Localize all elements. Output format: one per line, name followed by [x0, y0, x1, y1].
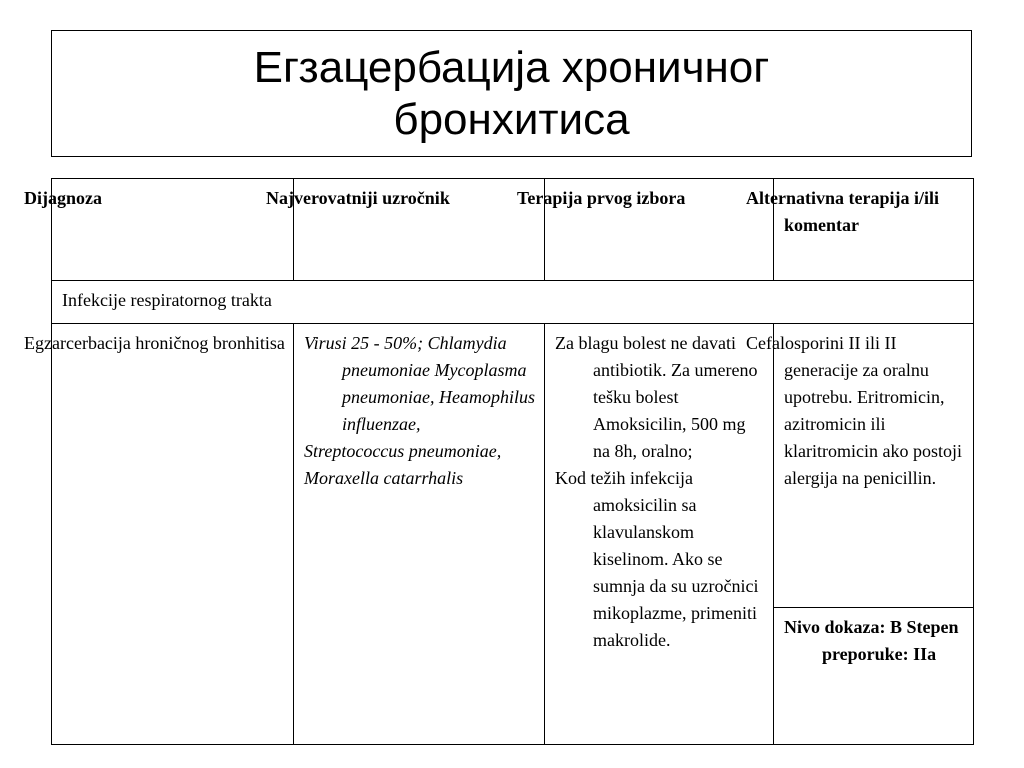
- table-row: [52, 324, 974, 608]
- slide-title-box: [51, 30, 972, 157]
- section-row: [52, 281, 974, 324]
- diagnosis-cell: Egzarcerbacija hroničnog bronhitisa: [52, 324, 294, 745]
- cause-item: Moraxella catarrhalis: [304, 468, 464, 488]
- header-diagnosis: Dijagnoza: [52, 179, 294, 281]
- evidence-text: Nivo dokaza: B Stepen preporuke: IIa: [784, 617, 959, 664]
- slide-title-line-1: Егзацербација хроничног: [253, 42, 770, 92]
- header-alternative: Alternativna terapija i/ili komentar: [774, 179, 974, 281]
- evidence-cell: [774, 608, 974, 745]
- header-cause: Najverovatniji uzročnik: [294, 179, 545, 281]
- slide-title: [254, 42, 770, 146]
- cause-cell: [294, 324, 545, 745]
- therapy-item: Za blagu bolest ne davati antibiotik. Za umereno tešku bolest Amoksicilin, 500 mg na 8h, oralno;: [555, 333, 758, 461]
- cause-item: Streptococcus pneumoniae,: [304, 441, 502, 461]
- header-first-therapy: Terapija prvog izbora: [545, 179, 774, 281]
- therapy-item: Kod težih infekcija amoksicilin sa klavulanskom kiselinom. Ako se sumnja da su uzročnici mikoplazme, primeniti makrolide.: [555, 468, 759, 650]
- section-label: Infekcije respiratornog trakta: [52, 281, 974, 324]
- cause-item: Virusi 25 - 50%; Chlamydia pneumoniae Mycoplasma pneumoniae, Heamophilus influenzae,: [304, 333, 535, 434]
- header-row: [52, 179, 974, 281]
- alternative-cell: Cefalosporini II ili II generacije za oralnu upotrebu. Eritromicin, azitromicin ili klaritromicin ako postoji alergija na penicillin.: [774, 324, 974, 608]
- therapy-cell: [545, 324, 774, 745]
- treatment-table: [24, 178, 974, 745]
- slide-title-line-2: бронхитиса: [393, 94, 630, 144]
